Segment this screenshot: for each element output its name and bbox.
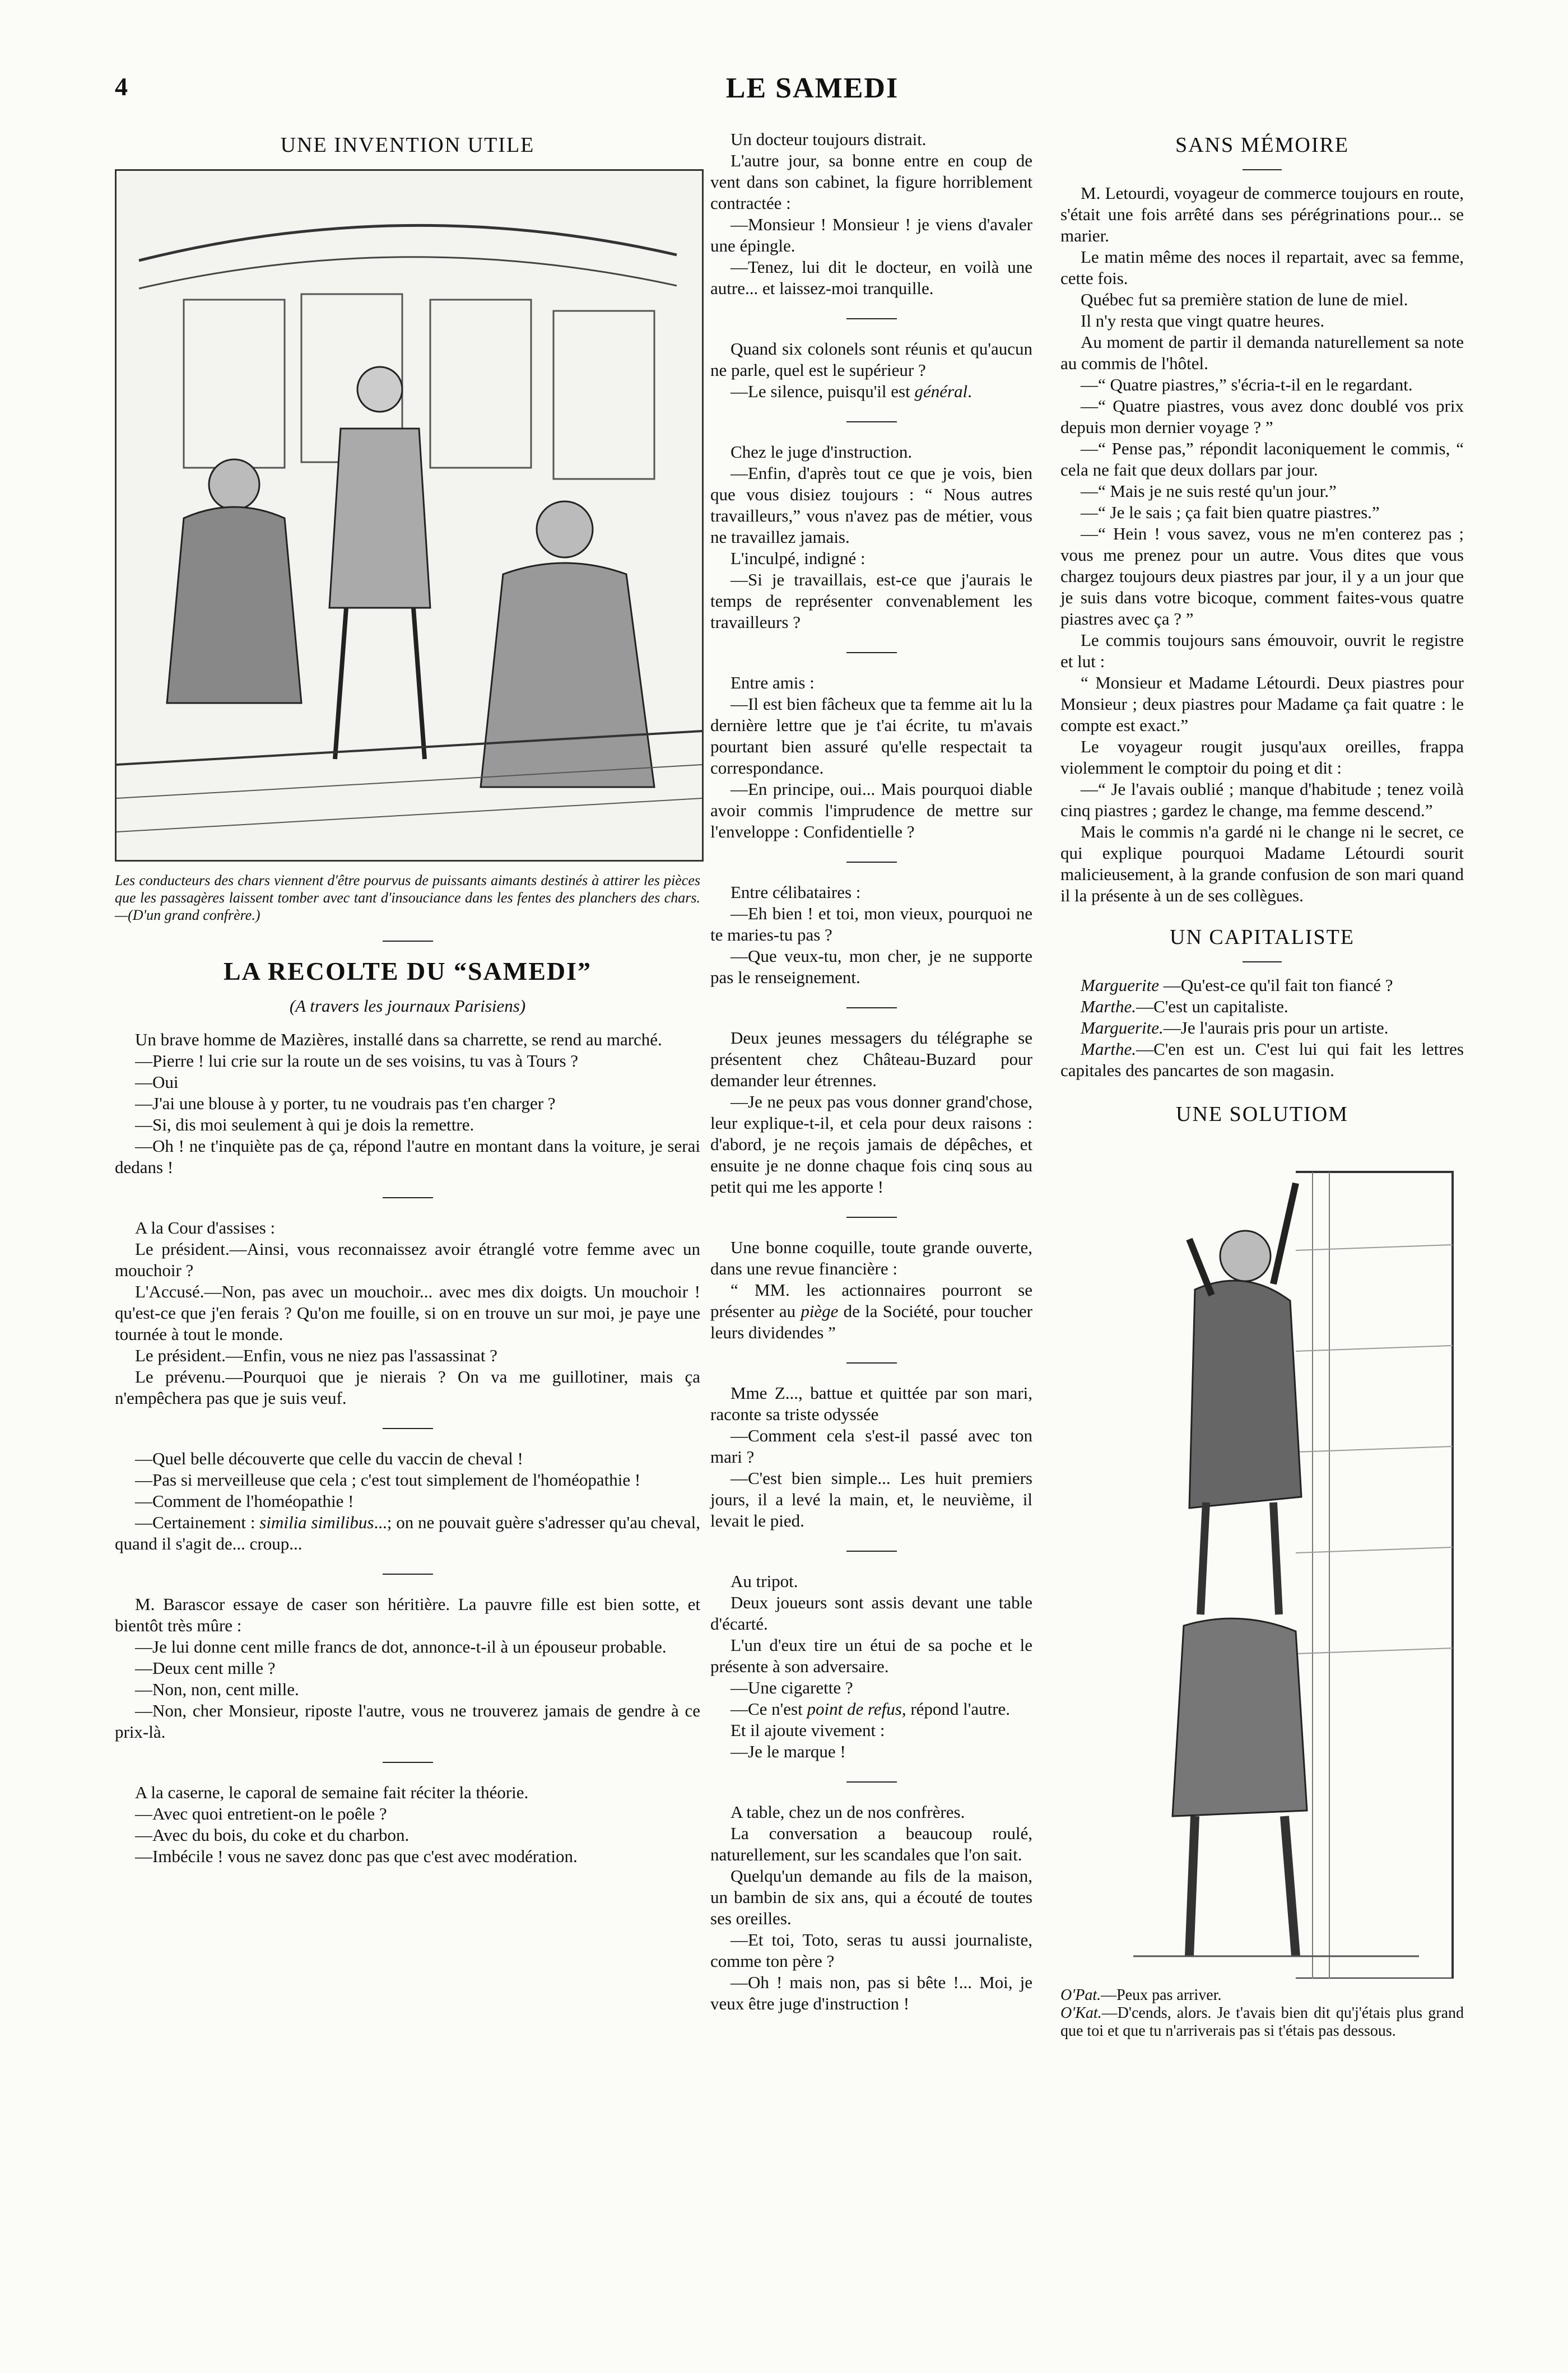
- paragraph: Le prévenu.—Pourquoi que je nierais ? On va me guillotiner, mais ça n'empêchera pas que je suis veuf.: [115, 1367, 700, 1408]
- paragraph: Chez le juge d'instruction.: [731, 442, 913, 462]
- paragraph: —Deux cent mille ?: [135, 1658, 276, 1678]
- paragraph: L'inculpé, indigné :: [731, 548, 866, 568]
- paragraph: Deux jeunes messagers du télégraphe se présentent chez Château-Buzard pour demander leur étrennes.: [710, 1028, 1032, 1090]
- paragraph: —J'ai une blouse à y porter, tu ne voudrais pas t'en charger ?: [135, 1094, 556, 1113]
- italic-text: piège: [801, 1301, 839, 1321]
- divider: [383, 1197, 433, 1198]
- article-title-sans-memoire: SANS MÉMOIRE: [1175, 133, 1350, 157]
- paragraph: Mais le commis n'a gardé ni le change ni le secret, ce qui explique pourquoi Madame Létourdi sourit malicieusement, à la grande confusion de son mari quand il la présente à un de ses collègues.: [1060, 822, 1464, 905]
- column-3: [1060, 129, 1464, 2040]
- dialogue-line: [1060, 1017, 1464, 1039]
- divider: [383, 941, 433, 942]
- paragraph: —“ Hein ! vous savez, vous ne m'en conterez pas ; vous me prenez pour un autre. Vous dites que vous chargez toujours deux piastres par jour, il y a un jour que je suis dans votre bicoque, comment faites-vous quatre piastres avec ça ? ”: [1060, 524, 1464, 629]
- paragraph: Au tripot.: [731, 1571, 798, 1591]
- paragraph: Entre amis :: [731, 673, 815, 692]
- speaker-name: Marguerite.: [1081, 1018, 1164, 1037]
- paragraph: [710, 381, 1032, 402]
- text-run: —C'est un capitaliste.: [1136, 997, 1288, 1016]
- divider: [846, 421, 897, 422]
- paragraph: —Non, cher Monsieur, riposte l'autre, vous ne trouverez jamais de gendre à ce prix-là.: [115, 1701, 700, 1742]
- paragraph: Entre célibataires :: [731, 882, 861, 902]
- text-run: —Le silence, puisqu'il est: [731, 381, 915, 401]
- paragraph: Mme Z..., battue et quittée par son mari, raconte sa triste odyssée: [710, 1383, 1032, 1424]
- paragraph: —C'est bien simple... Les huit premiers jours, il a levé la main, et, le neuvième, il levait le pied.: [710, 1468, 1032, 1530]
- paragraph: —“ Je le sais ; ça fait bien quatre piastres.”: [1081, 502, 1380, 522]
- divider: [846, 1362, 897, 1364]
- paragraph: [710, 1699, 1032, 1720]
- masthead: LE SAMEDI: [725, 72, 899, 104]
- paragraph: A la caserne, le caporal de semaine fait réciter la théorie.: [135, 1783, 529, 1802]
- paragraph: —Comment de l'homéopathie !: [135, 1491, 354, 1511]
- climbers-illustration: [1060, 1138, 1464, 1979]
- text-run: de la Société, pour toucher leurs dividendes ”: [710, 1301, 1032, 1342]
- paragraph: —Je lui donne cent mille francs de dot, annonce-t-il à un épouseur probable.: [135, 1637, 667, 1657]
- paragraph: Le voyageur rougit jusqu'aux oreilles, frappa violemment le comptoir du poing et dit :: [1060, 737, 1464, 778]
- paragraph: Un brave homme de Mazières, installé dans sa charrette, se rend au marché.: [135, 1030, 662, 1049]
- divider: [383, 1574, 433, 1575]
- paragraph: L'Accusé.—Non, pas avec un mouchoir... avec mes dix doigts. Un mouchoir ! qu'est-ce que j'en ferais ? Qu'on me fouille, si on en trouve un sur moi, je paye une tournée à tout le monde.: [115, 1282, 700, 1344]
- paragraph: Le président.—Enfin, vous ne niez pas l'assassinat ?: [135, 1346, 497, 1365]
- paragraph: —Comment cela s'est-il passé avec ton mari ?: [710, 1426, 1032, 1467]
- divider: [846, 862, 897, 863]
- paragraph: —Et toi, Toto, seras tu aussi journaliste, comme ton père ?: [710, 1930, 1032, 1971]
- text-run: “ MM. les actionnaires pourront se présenter au: [710, 1280, 1032, 1321]
- paragraph: —“ Quatre piastres,” s'écria-t-il en le regardant.: [1081, 375, 1413, 394]
- paragraph: —Pierre ! lui crie sur la route un de ses voisins, tu vas à Tours ?: [135, 1051, 579, 1071]
- paragraph: —Si je travaillais, est-ce que j'aurais le temps de représenter convenablement les travailleurs ?: [710, 570, 1032, 632]
- speaker-name: O'Kat.: [1060, 2004, 1102, 2022]
- speaker-name: Marthe.: [1081, 1039, 1137, 1059]
- paragraph: —Il est bien fâcheux que ta femme ait lu la dernière lettre que je t'ai écrite, tu m'avais pourtant bien assuré qu'elle respectait ta correspondance.: [710, 694, 1032, 778]
- paragraph: —Imbécile ! vous ne savez donc pas que c'est avec modération.: [135, 1846, 578, 1866]
- divider: [1243, 169, 1282, 170]
- paragraph: —Tenez, lui dit le docteur, en voilà une autre... et laissez-moi tranquille.: [710, 257, 1032, 298]
- paragraph: —Monsieur ! Monsieur ! je viens d'avaler une épingle.: [710, 215, 1032, 255]
- solution-caption: [1060, 1986, 1464, 2040]
- article-subtitle: (A travers les journaux Parisiens): [289, 996, 526, 1016]
- divider: [846, 652, 897, 653]
- speaker-name: Marguerite: [1081, 975, 1160, 995]
- paragraph: —En principe, oui... Mais pourquoi diable avoir commis l'imprudence de mettre sur l'enveloppe : Confidentielle ?: [710, 779, 1032, 841]
- paragraph: Le commis toujours sans émouvoir, ouvrit le registre et lut :: [1060, 630, 1464, 671]
- paragraph: —Non, non, cent mille.: [135, 1679, 299, 1699]
- paragraph: L'un d'eux tire un étui de sa poche et le présente à son adversaire.: [710, 1635, 1032, 1676]
- divider: [846, 1781, 897, 1783]
- paragraph: [115, 1512, 700, 1555]
- article-title-recolte: LA RECOLTE DU “SAMEDI”: [223, 957, 592, 985]
- speaker-name: O'Pat.: [1060, 1986, 1101, 2004]
- dialogue-line: [1060, 996, 1464, 1017]
- divider: [846, 1007, 897, 1008]
- paragraph: —“ Mais je ne suis resté qu'un jour.”: [1081, 481, 1337, 501]
- text-run: —D'cends, alors. Je t'avais bien dit qu'j'étais plus grand que toi et que tu n'arriverais pas si t'étais pas dessous.: [1060, 2004, 1464, 2040]
- paragraph: —“ Je l'avais oublié ; manque d'habitude ; tenez voilà cinq piastres ; gardez le change, ma femme descend.”: [1060, 779, 1464, 820]
- paragraph: “ Monsieur et Madame Létourdi. Deux piastres pour Monsieur ; deux piastres pour Madame ça fait quatre : le compte est exact.”: [1060, 673, 1464, 735]
- paragraph: Quelqu'un demande au fils de la maison, un bambin de six ans, qui a écouté de toutes ses oreilles.: [710, 1866, 1032, 1928]
- paragraph: Le matin même des noces il repartait, avec sa femme, cette fois.: [1060, 247, 1464, 288]
- italic-text: général: [914, 381, 968, 401]
- dialogue-line: [1060, 1039, 1464, 1081]
- paragraph: —Oh ! ne t'inquiète pas de ça, répond l'autre en montant dans la voiture, je serai dedans !: [115, 1136, 700, 1177]
- divider: [383, 1428, 433, 1429]
- text-run: ...; on ne pouvait guère s'adresser qu'au cheval, quand il s'agit de... croup...: [115, 1513, 700, 1553]
- paragraph: —“ Quatre piastres, vous avez donc doublé vos prix depuis mon dernier voyage ? ”: [1060, 396, 1464, 437]
- paragraph: Au moment de partir il demanda naturellement sa note au commis de l'hôtel.: [1060, 332, 1464, 373]
- italic-text: point de refus: [807, 1699, 902, 1719]
- paragraph: A table, chez un de nos confrères.: [731, 1802, 965, 1822]
- text-run: .: [967, 381, 972, 401]
- dialogue-line: [1060, 1986, 1464, 2004]
- dialogue-line: [1060, 975, 1464, 996]
- article-title-solution: UNE SOLUTIOM: [1176, 1102, 1348, 1126]
- text-run: , répond l'autre.: [901, 1699, 1011, 1719]
- paragraph: —Eh bien ! et toi, mon vieux, pourquoi ne te maries-tu pas ?: [710, 904, 1032, 944]
- paragraph: Le président.—Ainsi, vous reconnaissez avoir étranglé votre femme avec un mouchoir ?: [115, 1239, 700, 1280]
- paragraph: L'autre jour, sa bonne entre en coup de vent dans son cabinet, la figure horriblement contractée :: [710, 151, 1032, 213]
- paragraph: A la Cour d'assises :: [135, 1218, 276, 1237]
- paragraph: —Oui: [135, 1072, 179, 1092]
- paragraph: Et il ajoute vivement :: [731, 1720, 885, 1740]
- paragraph: [710, 1279, 1032, 1343]
- divider: [846, 318, 897, 319]
- text-run: —C'en est un. C'est lui qui fait les lettres capitales des pancartes de son magasin.: [1060, 1039, 1464, 1080]
- divider: [846, 1217, 897, 1218]
- paragraph: —Pas si merveilleuse que cela ; c'est tout simplement de l'homéopathie !: [135, 1470, 641, 1490]
- article-title-capitaliste: UN CAPITALISTE: [1170, 925, 1355, 949]
- column-1: [115, 129, 700, 1867]
- text-run: —Certainement :: [135, 1513, 260, 1532]
- paragraph: Deux joueurs sont assis devant une table d'écarté.: [710, 1593, 1032, 1634]
- divider: [846, 1551, 897, 1552]
- paragraph: La conversation a beaucoup roulé, naturellement, sur les scandales que l'on sait.: [710, 1823, 1032, 1864]
- paragraph: —Avec quoi entretient-on le poêle ?: [135, 1804, 387, 1823]
- page-number: 4: [115, 72, 128, 101]
- text-run: —Ce n'est: [731, 1699, 807, 1719]
- tram-scene-drawing: [117, 171, 702, 860]
- paragraph: —Une cigarette ?: [731, 1678, 853, 1697]
- dialogue-line: [1060, 2004, 1464, 2040]
- paragraph: —Si, dis moi seulement à qui je dois la remettre.: [135, 1115, 474, 1134]
- text-run: —Qu'est-ce qu'il fait ton fiancé ?: [1159, 975, 1393, 995]
- text-run: —Je l'aurais pris pour un artiste.: [1163, 1018, 1389, 1037]
- paragraph: —Je le marque !: [731, 1742, 846, 1761]
- paragraph: Québec fut sa première station de lune de miel.: [1081, 290, 1408, 309]
- speaker-name: Marthe.: [1081, 997, 1137, 1016]
- paragraph: —Quel belle découverte que celle du vaccin de cheval !: [135, 1449, 523, 1468]
- paragraph: —“ Pense pas,” répondit laconiquement le commis, “ cela ne fait que deux dollars par jour.: [1060, 439, 1464, 480]
- paragraph: Une bonne coquille, toute grande ouverte, dans une revue financière :: [710, 1237, 1032, 1278]
- paragraph: —Je ne peux pas vous donner grand'chose, leur explique-t-il, et cela pour deux raisons : d'abord, je ne reçois jamais de dépêches, et ensuite je ne donne chaque fois cinq sous au petit qui me les apporte !: [710, 1092, 1032, 1197]
- paragraph: —Que veux-tu, mon cher, je ne supporte pas le renseignement.: [710, 946, 1032, 987]
- paragraph: M. Barascor essaye de caser son héritière. La pauvre fille est bien sotte, et bientôt très mûre :: [115, 1594, 700, 1635]
- article-title-invention: UNE INVENTION UTILE: [280, 133, 535, 157]
- paragraph: —Enfin, d'après tout ce que je vois, bien que vous disiez toujours : “ Nous autres travailleurs,” vous n'avez pas de métier, vous ne travaillez jamais.: [710, 463, 1032, 547]
- divider: [383, 1762, 433, 1763]
- italic-text: similia similibus: [259, 1513, 374, 1532]
- climbers-drawing: [1060, 1138, 1464, 1979]
- paragraph: M. Letourdi, voyageur de commerce toujours en route, s'était une fois arrêté dans ses pérégrinations pour... se marier.: [1060, 183, 1464, 245]
- paragraph: —Avec du bois, du coke et du charbon.: [135, 1825, 410, 1845]
- paragraph: Il n'y resta que vingt quatre heures.: [1081, 311, 1325, 331]
- tram-illustration: [115, 169, 704, 862]
- divider: [1243, 961, 1282, 962]
- paragraph: Quand six colonels sont réunis et qu'aucun ne parle, quel est le supérieur ?: [710, 339, 1032, 380]
- tram-caption: Les conducteurs des chars viennent d'être pourvus de puissants aimants destinés à attirer les pièces que les passagères laissent tomber avec tant d'insouciance dans les fentes des planchers des chars.—(D'un grand confrère.): [115, 872, 700, 923]
- paragraph: —Oh ! mais non, pas si bête !... Moi, je veux être juge d'instruction !: [710, 1972, 1032, 2013]
- column-2: [710, 129, 1032, 2014]
- paragraph: Un docteur toujours distrait.: [731, 129, 927, 149]
- text-run: —Peux pas arriver.: [1101, 1986, 1222, 2004]
